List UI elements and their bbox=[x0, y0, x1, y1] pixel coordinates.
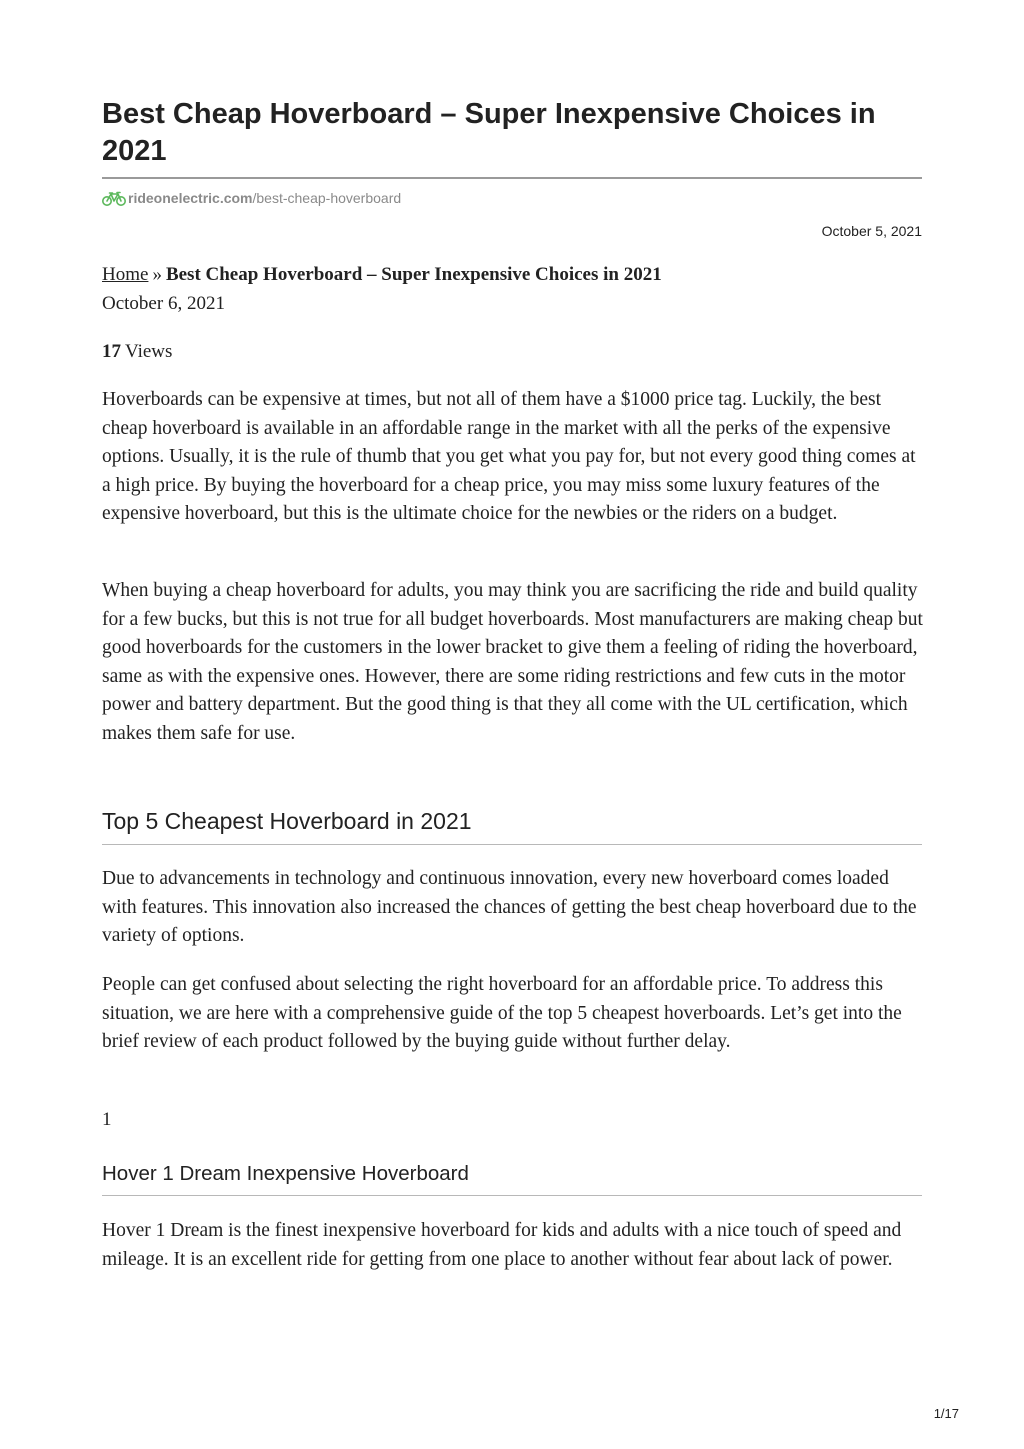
section-divider bbox=[102, 844, 922, 845]
section-paragraph: People can get confused about selecting the right hoverboard for an affordable price. To address this situation, we are here with a comprehensive guide of the top 5 cheapest hoverboards. Let’s get into the brief review of each product followed by the buying guide without further delay. bbox=[102, 974, 902, 1053]
title-divider bbox=[102, 177, 922, 179]
item-number: 1 bbox=[102, 1109, 112, 1130]
breadcrumb-home-link[interactable]: Home bbox=[102, 264, 149, 285]
section-paragraph: Due to advancements in technology and continuous innovation, every new hoverboard comes loaded with features. This innovation also increased the chances of getting the best cheap hoverboard due to the variety of options. bbox=[102, 868, 917, 947]
page-title: Best Cheap Hoverboard – Super Inexpensive Choices in 2021 bbox=[102, 98, 876, 167]
source-url[interactable] bbox=[102, 189, 401, 207]
item-paragraph: Hover 1 Dream is the finest inexpensive hoverboard for kids and adults with a nice touch of speed and mileage. It is an excellent ride for getting from one place to another without fear about lack of power. bbox=[102, 1220, 902, 1270]
views-label: Views bbox=[125, 341, 173, 362]
source-path: /best-cheap-hoverboard bbox=[252, 190, 402, 206]
views-count: 17 bbox=[102, 341, 121, 362]
item-divider bbox=[102, 1195, 922, 1196]
intro-paragraph: Hoverboards can be expensive at times, but not all of them have a $1000 price tag. Luckily, the best cheap hoverboard is available in an affordable range in the market with all the perks of the expensive options. Usually, it is the rule of thumb that you get what you pay for, but not every good thing comes at a high price. By buying the hoverboard for a cheap price, you may miss some luxury features of the expensive hoverboard, but this is the ultimate choice for the newbies or the riders on a budget. bbox=[102, 389, 916, 525]
source-domain: rideonelectric.com bbox=[128, 190, 253, 206]
capture-date: October 5, 2021 bbox=[821, 223, 922, 239]
item-heading: Hover 1 Dream Inexpensive Hoverboard bbox=[102, 1162, 469, 1185]
post-date: October 6, 2021 bbox=[102, 293, 225, 314]
bicycle-icon bbox=[102, 191, 126, 206]
breadcrumb-current: Best Cheap Hoverboard – Super Inexpensive Choices in 2021 bbox=[165, 264, 662, 285]
page-number: 1/17 bbox=[933, 1406, 959, 1421]
intro-paragraph: When buying a cheap hoverboard for adults, you may think you are sacrificing the ride and build quality for a few bucks, but this is not true for all budget hoverboards. Most manufacturers are making cheap but good hoverboards for the customers in the lower bracket to give them a feeling of riding the hoverboard, same as with the expensive ones. However, there are some riding restrictions and few cuts in the motor power and battery department. But the good thing is that they all come with the UL certification, which makes them safe for use. bbox=[102, 580, 923, 744]
breadcrumb bbox=[102, 262, 922, 288]
view-counter bbox=[102, 339, 172, 365]
section-heading: Top 5 Cheapest Hoverboard in 2021 bbox=[102, 808, 472, 834]
breadcrumb-separator: » bbox=[152, 264, 162, 285]
